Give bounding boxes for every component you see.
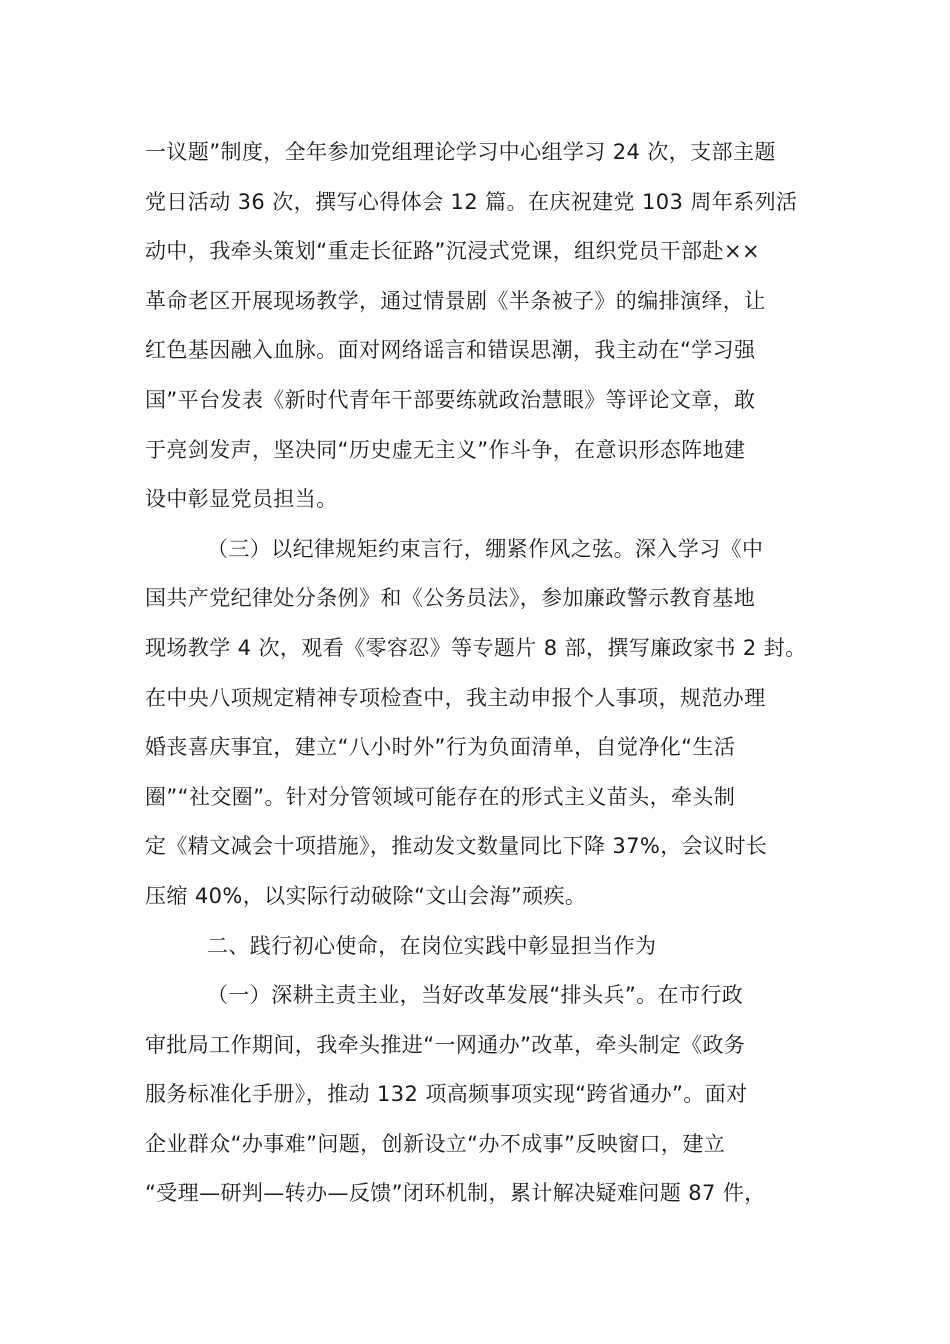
paragraph-line: 一议题”制度，全年参加党组理论学习中心组学习 24 次，支部主题 <box>145 140 776 164</box>
paragraph-line: 红色基因融入血脉。面对网络谣言和错误思潮，我主动在“学习强 <box>145 338 756 363</box>
paragraph-line: “受理—研判—转办—反馈”闭环机制，累计解决疑难问题 87 件， <box>145 1181 766 1206</box>
paragraph-line: 动中，我牵头策划“重走长征路”沉浸式党课，组织党员干部赴×× <box>145 239 760 264</box>
paragraph-line: 革命老区开展现场教学，通过情景剧《半条被子》的编排演绎，让 <box>145 288 766 313</box>
paragraph-line: 婚丧喜庆事宜，建立“八小时外”行为负面清单，自觉净化“生活 <box>145 735 736 760</box>
paragraph-line: 国”平台发表《新时代青年干部要练就政治慧眼》等评论文章，敢 <box>145 387 756 412</box>
paragraph-line: 审批局工作期间，我牵头推进“一网通办”改革，牵头制定《政务 <box>145 1032 746 1057</box>
paragraph-line: 设中彰显党员担当。 <box>145 487 338 512</box>
paragraph-line: 圈”“社交圈”。针对分管领域可能存在的形式主义苗头，牵头制 <box>145 784 736 809</box>
paragraph-line: 企业群众“办事难”问题，创新设立“办不成事”反映窗口，建立 <box>145 1131 726 1156</box>
paragraph-line: 于亮剑发声，坚决同“历史虚无主义”作斗争，在意识形态阵地建 <box>145 437 746 462</box>
paragraph-line: 压缩 40%，以实际行动破除“文山会海”顽疾。 <box>145 883 587 908</box>
paragraph-line: 在中央八项规定精神专项检查中，我主动申报个人事项，规范办理 <box>145 685 766 710</box>
paragraph-line: 服务标准化手册》，推动 132 项高频事项实现“跨省通办”。面对 <box>145 1082 748 1107</box>
subsection-heading-line: （一）深耕主责主业，当好改革发展“排头兵”。在市行政 <box>207 983 744 1008</box>
subsection-heading-line: （三）以纪律规矩约束言行，绷紧作风之弦。深入学习《中 <box>207 536 764 561</box>
paragraph-line: 定《精文减会十项措施》，推动发文数量同比下降 37%，会议时长 <box>145 834 768 859</box>
paragraph-line: 国共产党纪律处分条例》和《公务员法》，参加廉政警示教育基地 <box>145 586 756 611</box>
paragraph-line: 党日活动 36 次，撰写心得体会 12 篇。在庆祝建党 103 周年系列活 <box>145 189 798 214</box>
paragraph-line: 现场教学 4 次，观看《零容忍》等专题片 8 部，撰写廉政家书 2 封。 <box>145 635 807 660</box>
section-heading: 二、践行初心使命，在岗位实践中彰显担当作为 <box>207 933 657 958</box>
document-body <box>145 128 835 1219</box>
